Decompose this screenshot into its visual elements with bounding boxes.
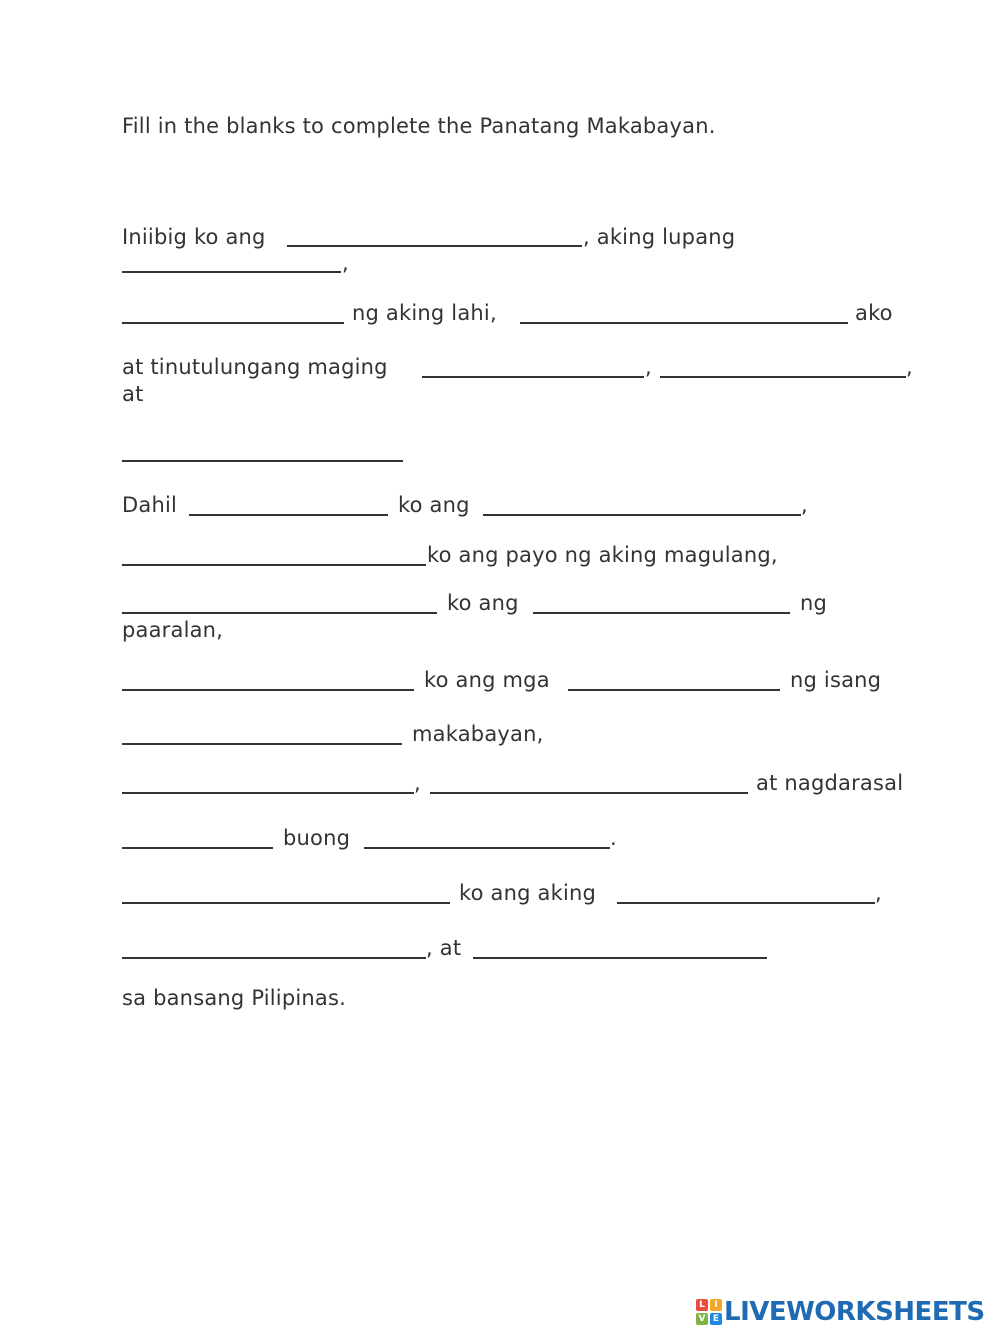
blank-22[interactable] (122, 957, 426, 959)
blank-6[interactable] (660, 376, 906, 378)
blank-15[interactable] (122, 743, 402, 745)
logo-letter: I (710, 1299, 722, 1311)
blank-1[interactable] (287, 245, 582, 247)
text-ko-ang-aking: ko ang aking (459, 881, 597, 905)
text-comma: , (801, 493, 808, 517)
text-buong: buong (283, 826, 351, 850)
text-ko-ang: ko ang (398, 493, 470, 517)
blank-13[interactable] (122, 689, 414, 691)
blank-5[interactable] (422, 376, 644, 378)
blank-8[interactable] (189, 514, 388, 516)
blank-7[interactable] (122, 460, 403, 462)
blank-12[interactable] (533, 612, 790, 614)
text-nagdarasal: at nagdarasal (756, 771, 904, 795)
text-comma: , (414, 771, 421, 795)
blank-21[interactable] (617, 902, 875, 904)
blank-3[interactable] (122, 322, 344, 324)
blank-2[interactable] (122, 271, 341, 273)
blank-14[interactable] (568, 689, 780, 691)
text-makabayan: makabayan, (412, 722, 544, 746)
blank-17[interactable] (430, 792, 748, 794)
blank-16[interactable] (122, 792, 414, 794)
blank-10[interactable] (122, 564, 426, 566)
text-tinutulungang: at tinutulungang maging (122, 355, 388, 379)
blank-4[interactable] (520, 322, 848, 324)
text-pilipinas: sa bansang Pilipinas. (122, 986, 346, 1010)
text-comma: , (645, 355, 652, 379)
text-comma: , (875, 881, 882, 905)
text-paaralan: paaralan, (122, 618, 224, 642)
text-dahil: Dahil (122, 493, 178, 517)
blank-19[interactable] (364, 847, 610, 849)
blank-11[interactable] (122, 612, 437, 614)
logo-letter: V (696, 1313, 708, 1325)
text-ako: ako (855, 301, 893, 325)
text-period: . (610, 826, 617, 850)
text-ng-isang: ng isang (790, 668, 882, 692)
blank-23[interactable] (473, 957, 767, 959)
text-ko-ang-mga: ko ang mga (424, 668, 550, 692)
logo-letter: L (696, 1299, 708, 1311)
logo-letter: E (710, 1313, 722, 1325)
logo-icon (696, 1299, 722, 1325)
text-iniibig: Iniibig ko ang (122, 225, 266, 249)
text-ko-ang: ko ang (447, 591, 519, 615)
instruction: Fill in the blanks to complete the Panatang Makabayan. (122, 114, 716, 138)
text-comma: , (906, 355, 913, 379)
text-ng: ng (800, 591, 828, 615)
text-ng-aking-lahi: ng aking lahi, (352, 301, 497, 325)
blank-20[interactable] (122, 902, 450, 904)
text-at: , at (426, 936, 462, 960)
liveworksheets-logo (696, 1297, 985, 1327)
blank-18[interactable] (122, 847, 273, 849)
text-at: at (122, 382, 144, 406)
text-comma: , (342, 251, 349, 275)
text-aking-lupang: , aking lupang (583, 225, 736, 249)
text-payo: ko ang payo ng aking magulang, (427, 543, 778, 567)
blank-9[interactable] (483, 514, 801, 516)
brand-name: LIVEWORKSHEETS (724, 1297, 985, 1327)
